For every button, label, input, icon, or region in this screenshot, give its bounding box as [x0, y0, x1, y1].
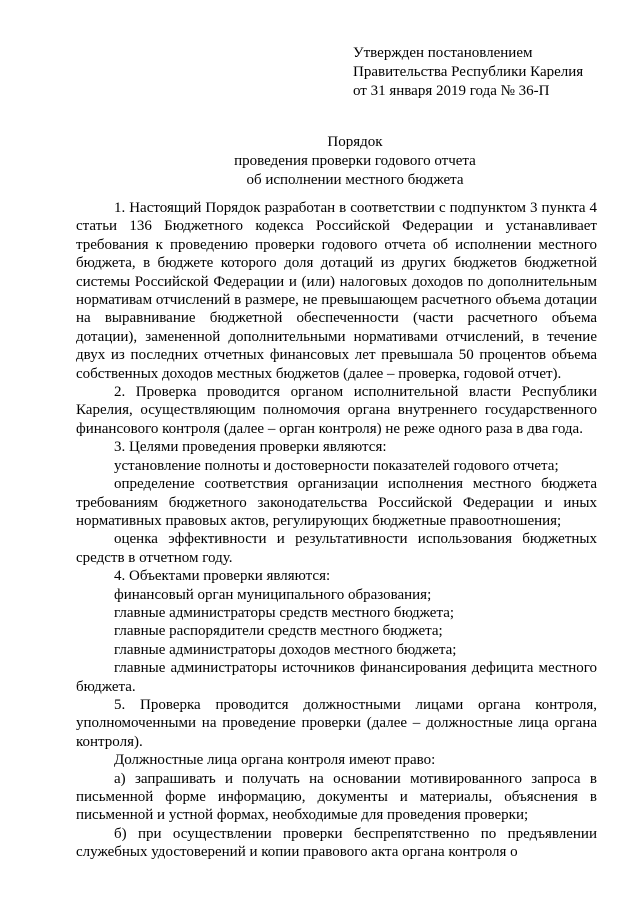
approval-line-1: Утвержден постановлением	[353, 45, 533, 61]
document-body	[76, 199, 597, 862]
paragraph-4-item-2: главные администраторы средств местного бюджета;	[114, 604, 455, 621]
paragraph-5-right-b: б) при осуществлении проверки беспрепятственно по предъявлении служебных удостоверений и копии правового акта органа контроля о	[76, 825, 597, 861]
approval-line-3: от 31 января 2019 года № 36-П	[353, 83, 550, 99]
paragraph-3-item-2: определение соответствия организации исполнения местного бюджета требованиям бюджетного законодательства Российской Федерации и иных нормативных правовых актов, регулирующих бюджетные правоотношения;	[76, 476, 597, 529]
paragraph-5-right-a: а) запрашивать и получать на основании мотивированного запроса в письменной форме информацию, документы и материалы, объяснения в письменной и устной формах, необходимые для проведения проверки;	[76, 770, 597, 824]
title-line-3: об исполнении местного бюджета	[246, 172, 464, 188]
document-title	[0, 133, 640, 190]
paragraph-1: 1. Настоящий Порядок разработан в соответствии с подпунктом 3 пункта 4 статьи 136 Бюджетного кодекса Российской Федерации и устанавливает требования к проведению проверки годового отчета об исполнении местного бюджета, в бюджете которого доля дотаций из других бюджетов бюджетной системы Российской Федерации и (или) налоговых доходов по дополнительным нормативам отчислений в размере, не превышающем расчетного объема дотации на выравнивание бюджетной обеспеченности (части расчетного объема дотации), замененной дополнительными нормативами отчислений, в течение двух из последних отчетных финансовых лет превышала 50 процентов объема собственных доходов местных бюджетов (далее – проверка, годовой отчет).	[76, 200, 597, 382]
paragraph-3-item-1: установление полноты и достоверности показателей годового отчета;	[114, 457, 559, 474]
title-line-1: Порядок	[327, 134, 383, 150]
approval-line-2: Правительства Республики Карелия	[353, 64, 584, 80]
approval-stamp	[353, 44, 633, 101]
paragraph-2: 2. Проверка проводится органом исполнительной власти Республики Карелия, осуществляющим полномочия органа внутреннего государственного финансового контроля (далее – орган контроля) не реже одного раза в два года.	[76, 384, 597, 437]
paragraph-3: 3. Целями проведения проверки являются:	[114, 439, 387, 456]
paragraph-3-item-3: оценка эффективности и результативности использования бюджетных средств в отчетном году.	[76, 531, 597, 566]
paragraph-4-item-4: главные администраторы доходов местного бюджета;	[114, 641, 457, 658]
paragraph-4-item-5: главные администраторы источников финансирования дефицита местного бюджета.	[76, 660, 597, 695]
paragraph-5-rights-intro: Должностные лица органа контроля имеют право:	[114, 752, 436, 769]
paragraph-4-item-3: главные распорядители средств местного бюджета;	[114, 623, 443, 640]
paragraph-4-item-1: финансовый орган муниципального образования;	[114, 586, 432, 603]
paragraph-4: 4. Объектами проверки являются:	[114, 568, 331, 585]
title-line-2: проведения проверки годового отчета	[234, 153, 476, 169]
paragraph-5: 5. Проверка проводится должностными лицами органа контроля, уполномоченными на проведение проверки (далее – должностные лица органа контроля).	[76, 696, 597, 750]
